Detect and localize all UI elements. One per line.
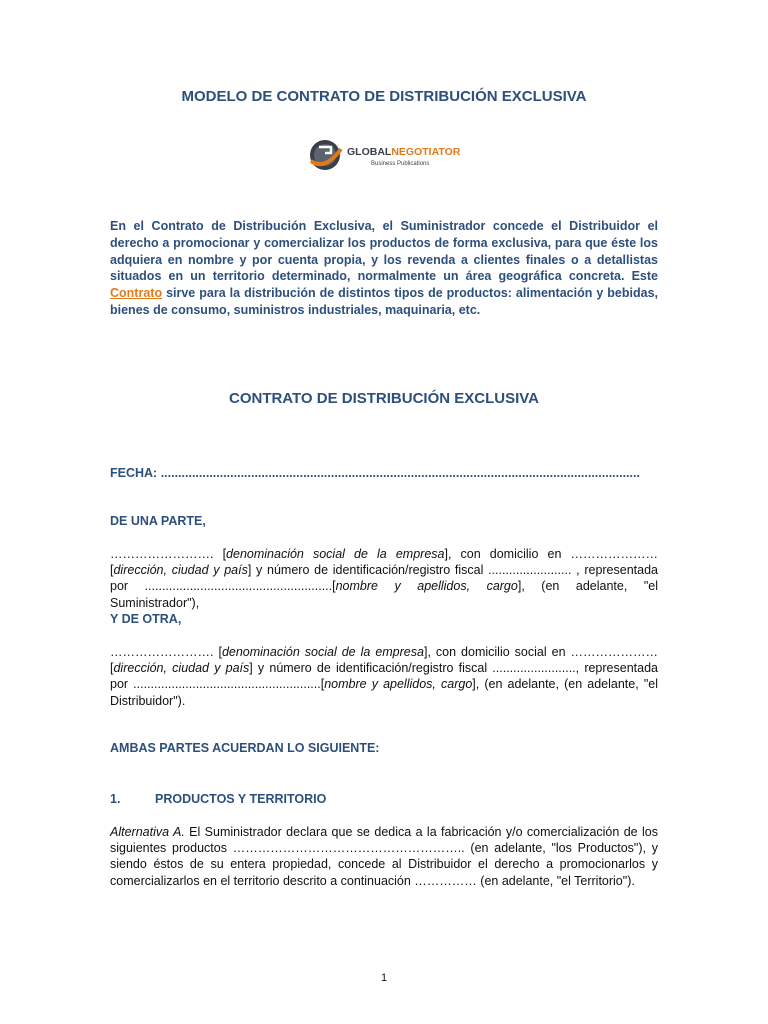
intro-paragraph: En el Contrato de Distribución Exclusiva, el Suministrador concede el Distribuidor el derecho a promocionar y comercializar los productos de forma exclusiva, para que éste los adquiera en nombre y por cuenta propia, y los revenda a clientes finales o a detallistas situados en un territorio determinado, normalmente un área geográfica concreta. Este Contrato sirve para la distribución de distintos tipos de productos: alimentación y bebidas, bienes de consumo, suministros industriales, maquinaria, etc. bbox=[110, 219, 658, 317]
logo-brand-text: GLOBALNEGOTIATOR bbox=[347, 146, 461, 158]
section1-number: 1. bbox=[110, 792, 121, 806]
logo-tagline: Business Publications bbox=[371, 161, 430, 167]
ambas-partes-heading: AMBAS PARTES ACUERDAN LO SIGUIENTE: bbox=[110, 741, 380, 755]
alternativa-a-label: Alternativa A. bbox=[110, 825, 185, 839]
page-number: 1 bbox=[380, 972, 388, 984]
global-negotiator-logo bbox=[305, 135, 465, 175]
alternativa-a-paragraph: Alternativa A. El Suministrador declara que se dedica a la fabricación y/o comercialización de los siguientes productos ……………………………………………….. (en adelante, "los Productos"), y siendo éstos de su entera propiedad, concede al Distribuidor el derecho a promocionarlos y comercializarlos en el territorio descrito a continuación …………… (en adelante, "el Territorio"). bbox=[110, 825, 658, 888]
y-de-otra-heading: Y DE OTRA, bbox=[110, 612, 182, 626]
contrato-link[interactable]: Contrato bbox=[110, 286, 163, 301]
party1-paragraph: ……………………. [denominación social de la empresa], con domicilio en ………………… [dirección, ciudad y país] y número de identificación/registro fiscal ........................ , representada por ......................................................[nombre y apellidos, cargo], (en adelante, "el Suministrador"), bbox=[110, 547, 658, 610]
contract-title: CONTRATO DE DISTRIBUCIÓN EXCLUSIVA bbox=[228, 390, 539, 407]
page-title: MODELO DE CONTRATO DE DISTRIBUCIÓN EXCLUSIVA bbox=[181, 88, 587, 105]
fecha-line: FECHA: .......................................................................................................................................... bbox=[110, 466, 640, 480]
de-una-parte-heading: DE UNA PARTE, bbox=[110, 514, 206, 528]
section1-title: PRODUCTOS Y TERRITORIO bbox=[155, 792, 327, 806]
party2-paragraph: ……………………. [denominación social de la empresa], con domicilio social en ………………… [dirección, ciudad y país] y número de identificación/registro fiscal ........................, representada por ......................................................[nombre y apellidos, cargo], (en adelante, (en adelante, "el Distribuidor"). bbox=[110, 645, 659, 708]
